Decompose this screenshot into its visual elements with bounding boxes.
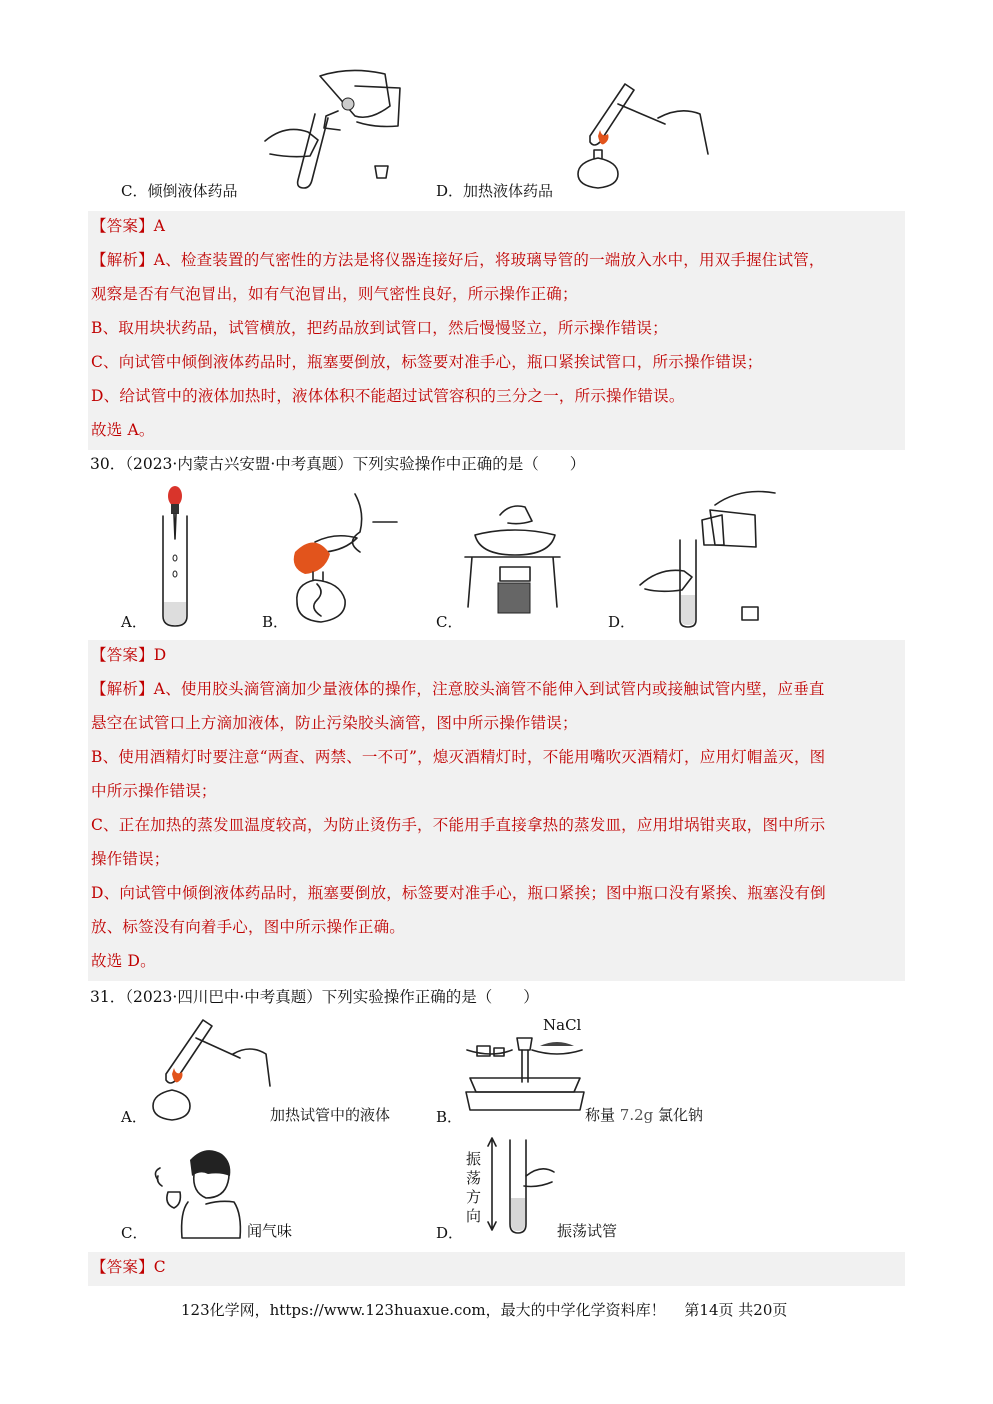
q29-analysis-line: 观察是否有气泡冒出，如有气泡冒出，则气密性良好，所示操作正确； — [91, 285, 578, 303]
q29-analysis-line: D、给试管中的液体加热时，液体体积不能超过试管容积的三分之一，所示操作错误。 — [91, 387, 685, 405]
q30-analysis-line: 放、标签没有向着手心，图中所示操作正确。 — [91, 918, 406, 936]
q31-option-c: C． — [121, 1224, 148, 1242]
heating-liquid-illustration — [570, 74, 715, 199]
q31-answer: 【答案】C — [91, 1258, 166, 1276]
pouring-bottle-illustration — [640, 485, 780, 625]
q31-caption-b: 称量 7.2g 氯化钠 — [585, 1106, 704, 1124]
q30-analysis-line: 悬空在试管口上方滴加液体，防止污染胶头滴管，图中所示操作错误； — [91, 714, 578, 732]
q30-answer-box — [88, 640, 905, 981]
q31-option-b: B． — [436, 1108, 463, 1126]
nacl-label: NaCl — [543, 1016, 582, 1034]
q31-option-d: D． — [436, 1224, 464, 1242]
q30-answer: 【答案】D — [91, 646, 167, 664]
option-c-label: C．倾倒液体药品 — [121, 182, 238, 200]
option-d-label: D．加热液体药品 — [436, 182, 554, 200]
q29-analysis-line: 故选 A。 — [91, 421, 155, 439]
q31-stem: 31．（2023·四川巴中·中考真题）下列实验操作正确的是（ ） — [90, 988, 539, 1006]
smelling-boy-illustration — [150, 1142, 246, 1240]
pouring-liquid-illustration — [260, 66, 410, 191]
dropper-tube-illustration — [155, 484, 195, 629]
footer-page-number: 第14页 共20页 — [684, 1301, 788, 1319]
q31-caption-a: 加热试管中的液体 — [270, 1106, 391, 1124]
q31-option-a: A． — [121, 1108, 147, 1126]
q30-analysis-line: 操作错误； — [91, 850, 170, 868]
q30-option-d: D． — [608, 613, 636, 631]
q30-analysis-line: D、向试管中倾倒液体药品时，瓶塞要倒放，标签要对准手心，瓶口紧挨；图中瓶口没有紧挨、瓶塞没有倒 — [91, 884, 826, 902]
q30-analysis-line: B、使用酒精灯时要注意“两查、两禁、一不可”，熄灭酒精灯时，不能用嘴吹灭酒精灯，应用灯帽盖灭，图 — [91, 748, 826, 766]
shaking-tube-illustration — [486, 1136, 556, 1236]
q30-option-a: A． — [121, 613, 147, 631]
q31-caption-c: 闻气味 — [247, 1222, 293, 1240]
q30-option-b: B． — [262, 613, 289, 631]
q30-analysis-line: 故选 D。 — [91, 952, 156, 970]
q30-option-c: C． — [436, 613, 463, 631]
q30-stem: 30．（2023·内蒙古兴安盟·中考真题）下列实验操作中正确的是（ ） — [90, 455, 586, 473]
blowing-lamp-illustration — [285, 492, 400, 630]
page-footer — [181, 1299, 787, 1320]
q30-analysis-line: 中所示操作错误； — [91, 782, 217, 800]
q29-analysis-line: C、向试管中倾倒液体药品时，瓶塞要倒放，标签要对准手心，瓶口紧挨试管口，所示操作错误； — [91, 353, 763, 371]
q31-answer-box — [88, 1252, 905, 1286]
heating-tube-illustration — [148, 1014, 273, 1126]
q29-answer-box — [88, 211, 905, 450]
footer-site-text: 123化学网，https://www.123huaxue.com，最大的中学化学资料库！ — [181, 1301, 666, 1319]
balance-illustration — [462, 1030, 587, 1122]
evaporating-dish-illustration — [460, 495, 565, 625]
q29-analysis-line: 【解析】A、检查装置的气密性的方法是将仪器连接好后，将玻璃导管的一端放入水中，用双手握住试管， — [91, 251, 825, 269]
shake-direction-label: 振 荡 方 向 — [466, 1150, 482, 1225]
q29-analysis-line: B、取用块状药品，试管横放，把药品放到试管口，然后慢慢竖立，所示操作错误； — [91, 319, 668, 337]
q30-analysis-line: 【解析】A、使用胶头滴管滴加少量液体的操作，注意胶头滴管不能伸入到试管内或接触试管内壁，应垂直 — [91, 680, 825, 698]
q30-analysis-line: C、正在加热的蒸发皿温度较高，为防止烫伤手，不能用手直接拿热的蒸发皿，应用坩埚钳夹取，图中所示 — [91, 816, 826, 834]
q29-answer: 【答案】A — [91, 217, 166, 235]
q31-caption-d: 振荡试管 — [557, 1222, 618, 1240]
